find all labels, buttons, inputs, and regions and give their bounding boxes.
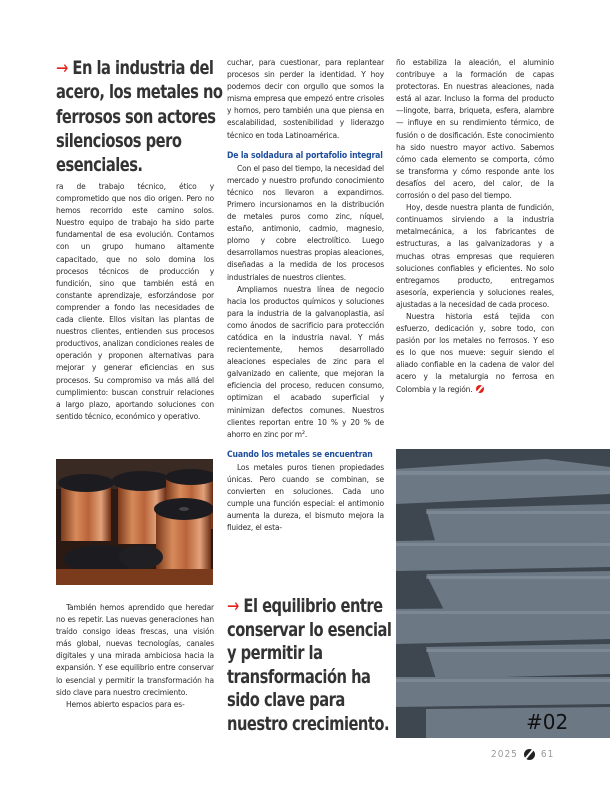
metal-ingots-image: [396, 449, 610, 738]
article-column-1-top: [56, 180, 214, 422]
pull-quote-text-1: En la industria del acero, los metales no ferrosos son actores silenciosos pero esenciales.: [56, 57, 223, 177]
paragraph: Con el paso del tiempo, la necesidad del mercado y nuestro profundo conocimiento técnico nos llevaron a expandirnos. Primero incursionamos en la distribución de metales puros como zinc, níquel, estaño, antimonio, cadmio, magnesio, plomo y cobre electrolítico. Luego desarrollamos nuestras propias aleaciones, diseñadas a la medida de los procesos industriales de nuestros clientes.: [227, 162, 384, 282]
article-column-2: [227, 56, 384, 533]
ingot-marking: #02: [526, 710, 569, 734]
paragraph: Ampliamos nuestra línea de negocio hacia los productos químicos y soluciones para la industria de la galvanoplastia, así como ánodos de sacrificio para protección catódica en la industria naval. Y más recientemente, hemos desarrollado aleaciones especiales de zinc para el galvanizado en caliente, que mejoran la eficiencia del proceso, reducen consumo, optimizan el acabado superficial y minimizan defectos comunes. Nuestros clientes reportan entre 10 % y 20 % de ahorro en zinc por m².: [227, 283, 384, 439]
article-column-1-bottom: [56, 601, 214, 710]
copper-spools-image: [56, 459, 213, 585]
arrow-right-icon: →: [56, 57, 68, 79]
paragraph: cuchar, para cuestionar, para replantear procesos sin perder la identidad. Y hoy podemos decir con orgullo que somos la misma empresa que empezó entre crisoles y hornos, pero también una que piensa en escalabilidad, sostenibilidad y liderazgo técnico en toda Latinoamérica.: [227, 57, 384, 140]
paragraph: Los metales puros tienen propiedades únicas. Pero cuando se combinan, se convierten en soluciones. Cada uno cumple una función especial: el antimonio aumenta la dureza, el bismuto mejora la fluidez, el esta-: [227, 461, 384, 533]
paragraph: ra de trabajo técnico, ético y comprometido que nos dio origen. Pero no hemos recorrido este camino solos. Nuestro equipo de trabajo ha sido parte fundamental de esa evolución. Contamos con un grupo humano altamente capacitado, que no solo domina los procesos técnicos de producción y fundición, sino que también está en constante aprendizaje, esforzándose por comprender a fondo las necesidades de cada cliente. Ellos visitan las plantas de nuestros clientes, entienden sus procesos productivos, analizan condiciones reales de operación y proponen alternativas para mejorar y generar eficiencias en sus procesos. Su compromiso va más allá del cumplimiento: buscan construir relaciones a largo plazo, aportando soluciones con sentido técnico, económico y operativo.: [56, 181, 214, 421]
paragraph: También hemos aprendido que heredar no es repetir. Las nuevas generaciones han traído consigo ideas frescas, una visión más global, nuevas tecnologías, canales digitales y una mirada ambiciosa hacia la expansión. Y ese equilibrio entre conservar lo esencial y permitir la transformación ha sido clave para nuestro crecimiento.: [56, 602, 214, 697]
article-column-3: [396, 56, 554, 395]
paragraph-text: Nuestra historia está tejida con esfuerzo, dedicación y, sobre todo, con pasión por los metales no ferrosos. Y eso es lo que nos mueve: seguir siendo el aliado confiable en la cadena de valor del acero y la metalurgia no ferrosa en Colombia y la región.: [396, 310, 554, 394]
brand-logo-icon: [524, 749, 535, 760]
paragraph: ño estabiliza la aleación, el aluminio contribuye a la formación de capas protectoras. En nuestras aleaciones, nada está al azar. Incluso la forma del producto —lingote, barra, briqueta, esfera, alambre— influye en su rendimiento térmico, de fusión o de dosificación. Este conocimiento ha sido nuestro mayor activo. Sabemos cómo cada elemento se comporta, cómo se transforma y cómo responde ante los desafíos del acero, del calor, de la corrosión o del paso del tiempo.: [396, 57, 554, 201]
pull-quote-headline-1: [56, 56, 228, 177]
end-of-article-icon: [476, 385, 484, 393]
page-footer: [491, 749, 554, 760]
paragraph: Hoy, desde nuestra planta de fundición, continuamos sirviendo a la industria metalmecánica, a los fabricantes de estructuras, a las galvanizadoras y a muchas otras empresas que requieren soluciones confiables y eficientes. No solo entregamos producto, entregamos asesoría, experiencia y soluciones reales, ajustadas a la necesidad de cada proceso.: [396, 202, 554, 309]
metal-ingots-photo-icon: [396, 449, 610, 738]
copper-wire-spools-photo-icon: [56, 459, 213, 585]
footer-year: 2025: [491, 749, 518, 760]
section-subheading: De la soldadura al portafolio integral: [227, 150, 383, 161]
page-number: 61: [540, 749, 555, 760]
paragraph: Hemos abierto espacios para es-: [66, 698, 185, 709]
paragraph: [396, 310, 554, 395]
section-subheading: Cuando los metales se encuentran: [227, 449, 373, 460]
pull-quote-headline-2: [227, 595, 399, 736]
pull-quote-text-2: El equilibrio entre conservar lo esencial y permitir la transformación ha sido clave para nuestro crecimiento.: [227, 595, 392, 735]
arrow-right-icon: →: [227, 595, 239, 617]
